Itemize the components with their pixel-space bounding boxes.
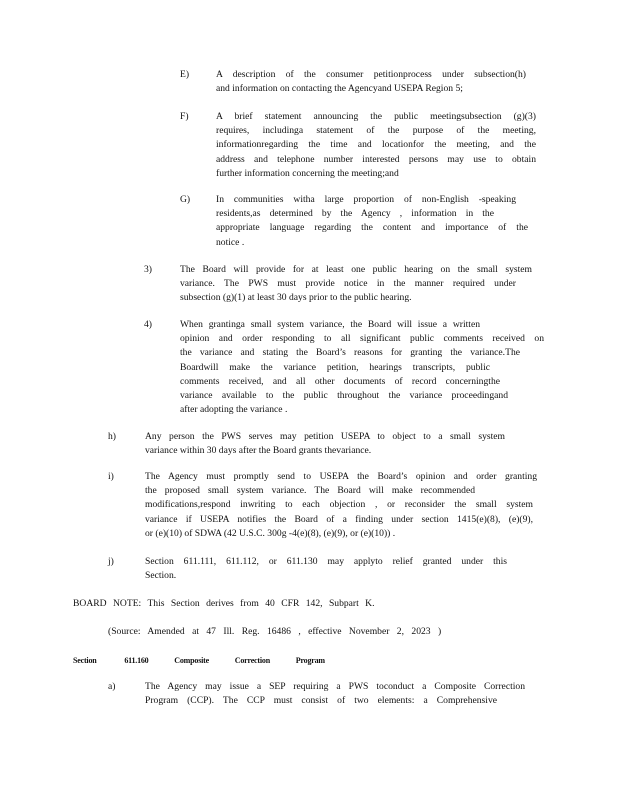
item-text (145, 555, 507, 583)
item-text (180, 318, 544, 417)
text-line: When grantinga small system variance, the Board will issue a written (180, 319, 480, 330)
text-line: address and telephone number interested persons may use to obtain (216, 153, 536, 165)
text-line: the proposed small system variance. The Board will make recommended (145, 485, 475, 497)
section-label: Section (73, 656, 97, 665)
text-line: In communities witha large proportion of non-English -speaking (216, 194, 516, 205)
item-marker: 3) (144, 264, 152, 275)
item-marker: h) (108, 431, 116, 442)
text-line: the variance and stating the Board’s reasons for granting the variance.The (180, 347, 520, 359)
text-line: Program (CCP). The CCP must consist of two elements: a Comprehensive (145, 695, 497, 707)
text-line: Section. (145, 570, 177, 582)
item-marker: 4) (144, 319, 152, 330)
text-line: modifications,respond inwriting to each objection , or reconsider the small system (145, 499, 533, 511)
text-line: A brief statement announcing the public meetingsubsection (g)(3) (216, 111, 536, 122)
item-text (216, 68, 526, 96)
text-line: Any person the PWS serves may petition USEPA to object to a small system (145, 431, 505, 442)
text-line: variance available to the public throughout the variance proceedingand (180, 390, 508, 402)
text-line: Boardwill make the variance petition, hearings transcripts, public (180, 361, 490, 373)
item-text (180, 263, 532, 306)
section-title-word: Composite (174, 656, 209, 665)
text-line: or (e)(10) of SDWA (42 U.S.C. 300g -4(e)(8), (e)(9), or (e)(10)) . (145, 527, 396, 539)
section-number: 611.160 (124, 656, 149, 665)
item-marker: F) (180, 111, 189, 122)
item-text (145, 680, 525, 708)
text-line: variance if USEPA notifies the Board of a finding under section 1415(e)(8), (e)(9), (145, 513, 533, 525)
text-line: comments received, and all other documents of record concerningthe (180, 375, 500, 387)
text-line: after adopting the variance . (180, 404, 288, 416)
item-marker: G) (180, 194, 191, 205)
text-line: The Board will provide for at least one public hearing on the small system (180, 264, 532, 275)
item-text (216, 193, 528, 250)
item-marker: j) (108, 556, 114, 567)
text-line: variance within 30 days after the Board grants thevariance. (145, 445, 372, 457)
section-title-word: Program (295, 656, 325, 665)
text-line: variance. The PWS must provide notice in the manner required under (180, 278, 516, 290)
text-line: further information concerning the meeting;and (216, 167, 399, 179)
text-line: appropriate language regarding the content and importance of the (216, 222, 528, 234)
item-marker: a) (108, 681, 116, 692)
board-note: BOARD NOTE: This Section derives from 40 CFR 142, Subpart K. (73, 598, 375, 609)
section-title-word: Correction (234, 656, 270, 665)
text-line: opinion and order responding to all significant public comments received on (180, 333, 544, 345)
text-line: The Agency may issue a SEP requiring a PWS toconduct a Composite Correction (145, 681, 525, 692)
text-line: The Agency must promptly send to USEPA the Board’s opinion and order granting (145, 471, 537, 482)
text-line: informationregarding the time and locationfor the meeting, and the (216, 139, 536, 151)
item-marker: E) (180, 69, 190, 80)
text-line: residents,as determined by the Agency , information in the (216, 208, 494, 220)
item-text (216, 110, 536, 181)
section-heading (73, 654, 325, 668)
text-line: notice . (216, 236, 245, 248)
text-line: subsection (g)(1) at least 30 days prior to the public hearing. (180, 292, 412, 304)
text-line: Section 611.111, 611.112, or 611.130 may applyto relief granted under this (145, 556, 507, 567)
text-line: A description of the consumer petitionprocess under subsection(h) (216, 69, 526, 80)
text-line: and information on contacting the Agencyand USEPA Region 5; (216, 83, 463, 95)
text-line: requires, includinga statement of the purpose of the meeting, (216, 125, 536, 137)
item-marker: i) (108, 471, 114, 482)
item-text (145, 430, 505, 458)
item-text (145, 470, 537, 541)
source-note: (Source: Amended at 47 Ill. Reg. 16486 , effective November 2, 2023 ) (108, 626, 442, 637)
